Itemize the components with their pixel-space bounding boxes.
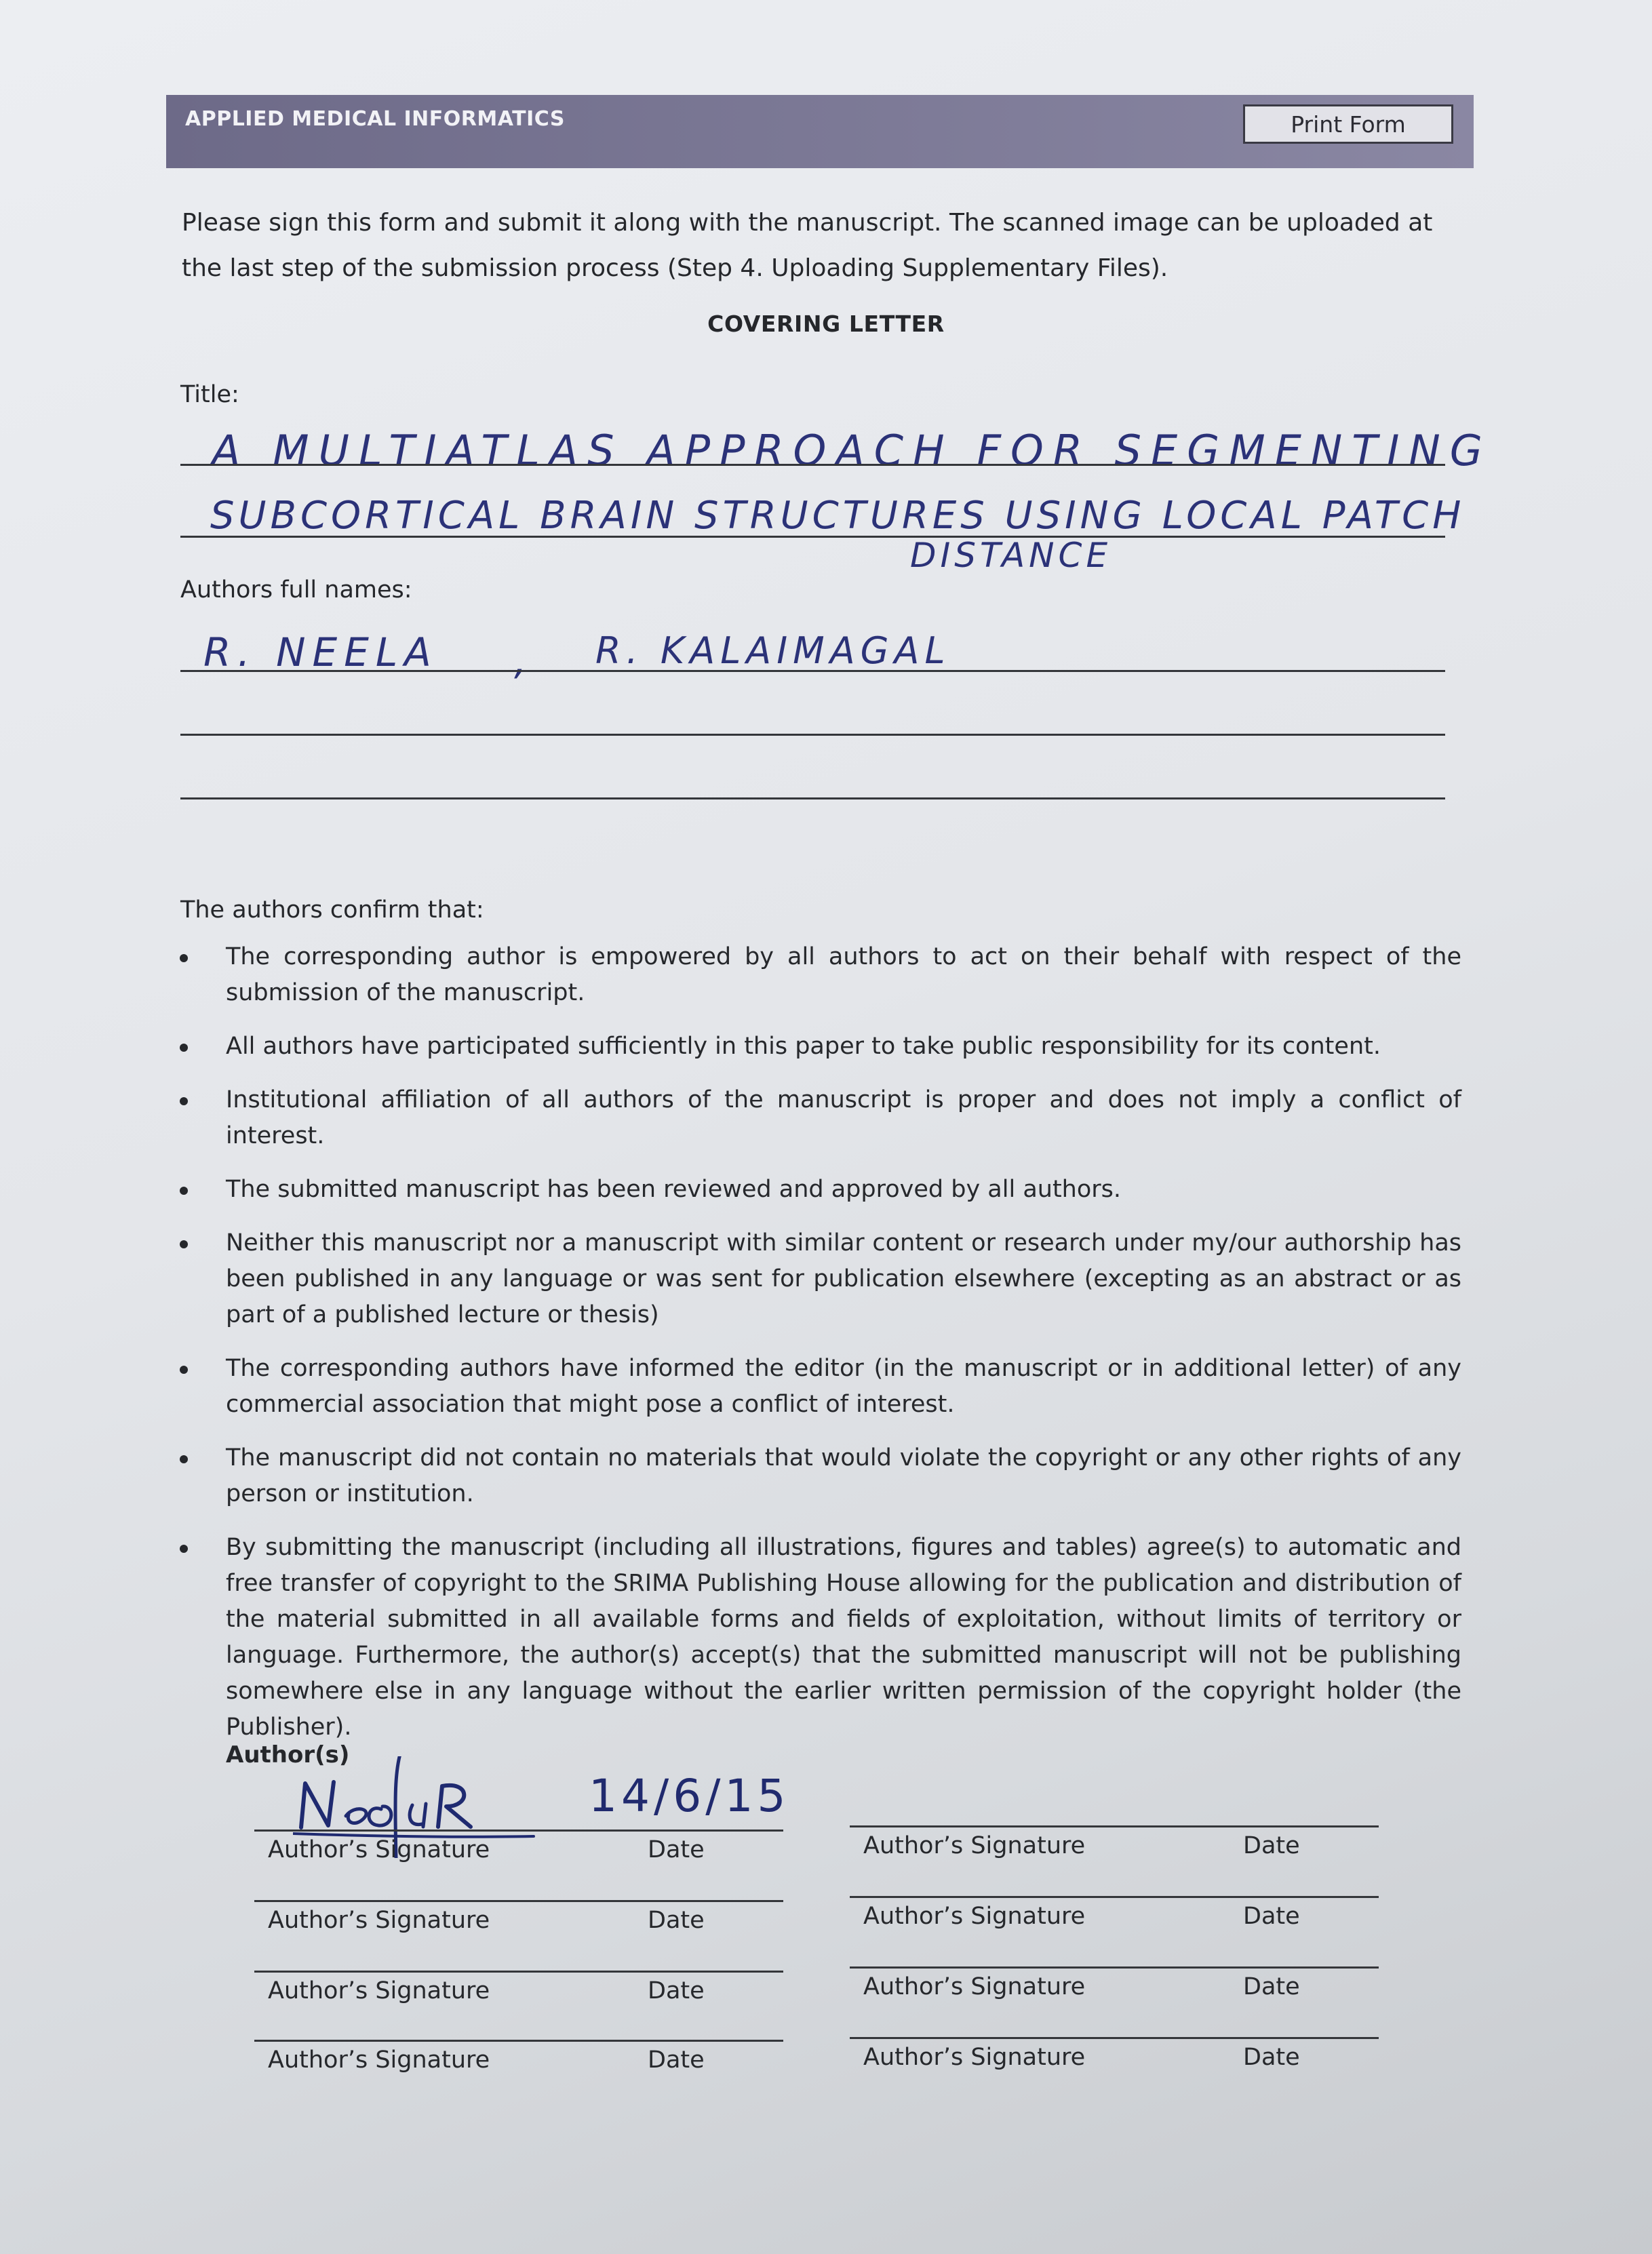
authors-rule-1 — [180, 670, 1445, 672]
authors-rule-3 — [180, 797, 1445, 799]
title-line-1: A MULTIATLAS APPROACH FOR SEGMENTING — [212, 426, 1492, 475]
date-label: Date — [648, 1907, 705, 1934]
title-rule-2 — [180, 536, 1445, 538]
author-name-1: R. NEELA — [203, 629, 438, 675]
confirmation-item: The corresponding author is empowered by all authors to act on their behalf with respect of the submission of the manuscript. — [180, 939, 1461, 1011]
signature-line — [850, 1966, 1379, 1969]
confirmation-item: Neither this manuscript nor a manuscript with similar content or research under my/our authorship has been published in any language or was sent for publication elsewhere (excepting as an abstract or as part of a published lecture or thesis) — [180, 1225, 1461, 1333]
confirmation-item: All authors have participated sufficiently in this paper to take public responsibility for its content. — [180, 1029, 1461, 1065]
author-name-2: R. KALAIMAGAL — [595, 629, 951, 672]
journal-name: APPLIED MEDICAL INFORMATICS — [185, 107, 565, 131]
signature-row — [850, 1896, 1379, 1937]
date-label: Date — [648, 1977, 705, 2004]
signature-label: Author’s Signature — [863, 1832, 1086, 1859]
confirm-label: The authors confirm that: — [180, 896, 484, 924]
bullet-icon — [180, 1044, 188, 1052]
title-rule-1 — [180, 464, 1445, 466]
confirmation-item: The corresponding authors have informed the editor (in the manuscript or in additional letter) of any commercial association that might pose a conflict of interest. — [180, 1351, 1461, 1423]
authors-section-label: Author(s) — [226, 1741, 350, 1768]
confirmation-item: The submitted manuscript has been reviewed and approved by all authors. — [180, 1172, 1461, 1208]
signature-row — [254, 1830, 783, 1870]
print-form-button[interactable]: Print Form — [1243, 104, 1453, 144]
signature-row — [254, 1900, 783, 1941]
title-line-2: SUBCORTICAL BRAIN STRUCTURES USING LOCAL PATCH — [210, 494, 1466, 538]
date-label: Date — [1243, 1903, 1300, 1930]
bullet-icon — [180, 954, 188, 962]
signature-line — [850, 1896, 1379, 1898]
confirmation-item: By submitting the manuscript (including all illustrations, figures and tables) agree(s) to automatic and free transfer of copyright to the SRIMA Publishing House allowing for the publication and distribution of the material submitted in all available forms and fields of exploitation, without limits of territory or language. Furthermore, the author(s) accept(s) that the submitted manuscript will not be publishing somewhere else in any language without the earlier written permission of the copyright holder (the Publisher). — [180, 1530, 1461, 1745]
signature-line — [254, 2040, 783, 2042]
bullet-icon — [180, 1240, 188, 1248]
covering-letter-heading: COVERING LETTER — [707, 311, 945, 337]
confirmation-item: Institutional affiliation of all authors of the manuscript is proper and does not imply a conflict of interest. — [180, 1082, 1461, 1154]
signed-date: 14/6/15 — [589, 1770, 790, 1822]
header-bar — [166, 95, 1474, 168]
bullet-icon — [180, 1097, 188, 1105]
signature-label: Author’s Signature — [863, 1973, 1086, 2000]
signature-row — [254, 2040, 783, 2080]
signature-row — [850, 2037, 1379, 2078]
signature-label: Author’s Signature — [268, 1836, 490, 1863]
author-separator: , — [514, 637, 535, 684]
date-label: Date — [1243, 1973, 1300, 2000]
signature-line — [254, 1971, 783, 1973]
bullet-icon — [180, 1187, 188, 1195]
signature-row — [850, 1825, 1379, 1866]
date-label: Date — [648, 2047, 705, 2074]
authors-label: Authors full names: — [180, 576, 412, 604]
date-label: Date — [1243, 2044, 1300, 2071]
authors-rule-2 — [180, 734, 1445, 736]
date-label: Date — [648, 1836, 705, 1863]
signature-row — [254, 1971, 783, 2011]
bullet-icon — [180, 1455, 188, 1463]
confirmation-list — [180, 939, 1461, 1763]
date-label: Date — [1243, 1832, 1300, 1859]
title-line-3: DISTANCE — [910, 536, 1112, 575]
signature-row — [850, 1966, 1379, 2007]
signature-label: Author’s Signature — [863, 1903, 1086, 1930]
signature-label: Author’s Signature — [268, 1977, 490, 2004]
signature-line — [254, 1900, 783, 1902]
signature-label: Author’s Signature — [268, 2047, 490, 2074]
confirmation-item: The manuscript did not contain no materials that would violate the copyright or any other rights of any person or institution. — [180, 1440, 1461, 1512]
signature-line — [850, 2037, 1379, 2039]
signature-label: Author’s Signature — [268, 1907, 490, 1934]
signature-label: Author’s Signature — [863, 2044, 1086, 2071]
signature-line — [850, 1825, 1379, 1827]
signature-line — [254, 1830, 783, 1832]
title-label: Title: — [180, 381, 239, 408]
bullet-icon — [180, 1366, 188, 1374]
intro-text: Please sign this form and submit it along with the manuscript. The scanned image can be uploaded at the last step of the submission process (Step 4. Uploading Supplementary Files). — [182, 209, 1433, 282]
bullet-icon — [180, 1545, 188, 1553]
